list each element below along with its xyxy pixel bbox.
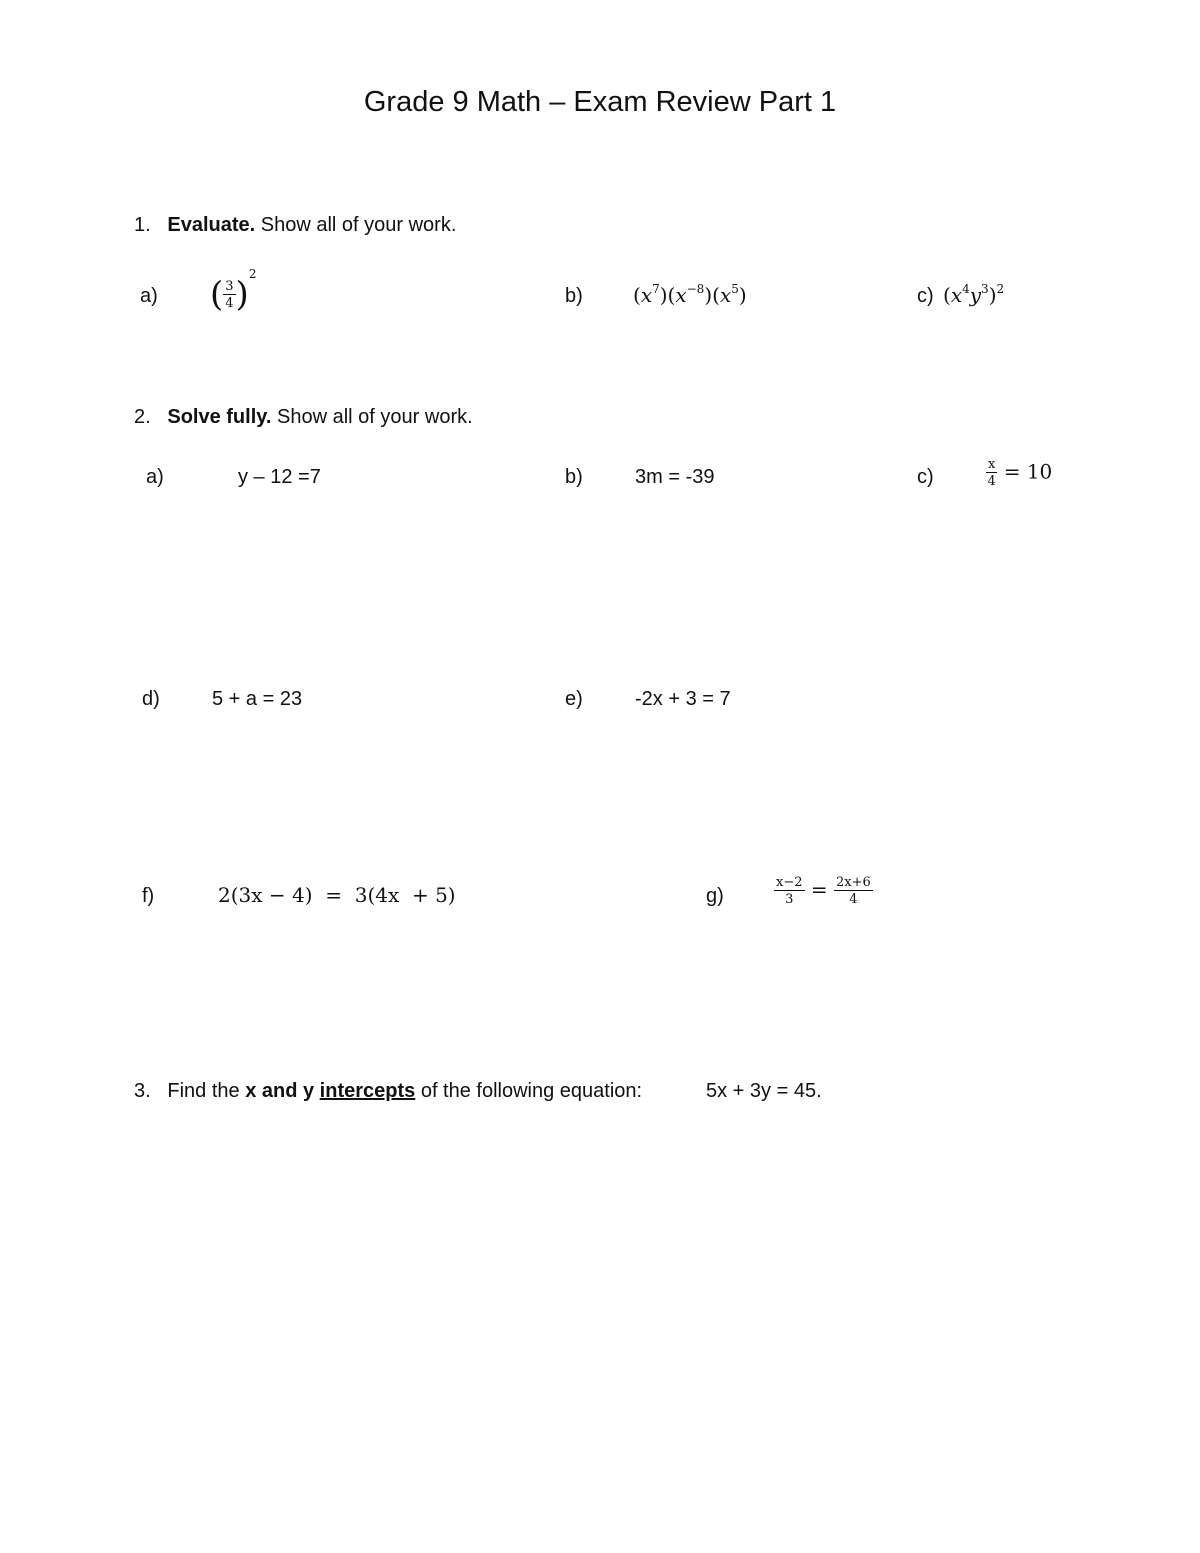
q2-g-label: g): [706, 885, 724, 907]
q2-d-expression: 5 + a = 23: [212, 688, 303, 710]
question-subtext: Show all of your work.: [271, 406, 473, 428]
q1-c-expression: $(x^4y^3)^2$: [943, 282, 1005, 307]
fraction-denominator: 4: [849, 892, 858, 907]
q2-g-expression: [774, 876, 873, 906]
q2-c-expression: [986, 458, 1052, 488]
question-number: 2.: [134, 406, 151, 428]
exponent: 5: [731, 282, 739, 296]
q3-text-end: of the following equation:: [415, 1080, 643, 1102]
q3-text-start: Find the: [167, 1080, 246, 1102]
question-number: 1.: [134, 214, 151, 236]
fraction-numerator: x: [988, 457, 996, 472]
q1-c-label: c): [917, 285, 934, 307]
q2-e-label: e): [565, 688, 583, 710]
q2-b-label: b): [565, 466, 583, 488]
exponent: 4: [962, 282, 970, 296]
q1-b-expression: $(x^7)(x^{-8})(x^5)$: [633, 282, 747, 307]
fraction-numerator: 2x+6: [835, 875, 871, 890]
q2-a-expression: y – 12 =7: [238, 466, 321, 488]
q1-b-label: b): [565, 285, 583, 307]
question-instruction: Solve fully.: [167, 406, 272, 428]
q3-intercepts: intercepts: [319, 1080, 416, 1102]
q3-and: and: [256, 1080, 303, 1102]
q2-f-label: f): [142, 885, 155, 907]
exponent: 2: [248, 267, 257, 281]
question-3-heading: [134, 1080, 642, 1103]
q2-d-label: d): [142, 688, 160, 710]
fraction-numerator: 3: [225, 278, 234, 294]
q2-f-expression: 2(3x − 4) = 3(4x + 5): [218, 883, 456, 907]
q2-b-expression: 3m = -39: [635, 466, 715, 488]
q2-a-label: a): [146, 466, 164, 488]
question-number: 3.: [134, 1080, 151, 1102]
fraction-denominator: 4: [225, 295, 234, 311]
exponent: −8: [686, 282, 705, 296]
equation-rhs: = 10: [1003, 459, 1053, 484]
exponent: 7: [652, 282, 660, 296]
q3-equation: 5x + 3y = 45.: [706, 1080, 822, 1102]
fraction-numerator: x−2: [776, 875, 803, 890]
q1-a-expression: ( $\frac{3}{4}$ )$^2$: [210, 267, 257, 315]
question-subtext: Show all of your work.: [255, 214, 457, 236]
question-2-heading: [134, 406, 473, 429]
equals-sign: =: [810, 877, 828, 902]
fraction-denominator: 4: [987, 474, 996, 489]
fraction-denominator: 3: [785, 892, 794, 907]
question-instruction: Evaluate.: [167, 214, 256, 236]
q2-e-expression: -2x + 3 = 7: [635, 688, 731, 710]
q3-x: x: [245, 1080, 257, 1102]
exponent: 3: [981, 282, 989, 296]
page-title: Grade 9 Math – Exam Review Part 1: [363, 86, 837, 118]
q2-c-label: c): [917, 466, 934, 488]
question-1-heading: [134, 214, 456, 237]
q1-a-label: a): [140, 285, 158, 307]
exponent: 2: [996, 282, 1005, 296]
q3-y: y: [302, 1080, 315, 1102]
